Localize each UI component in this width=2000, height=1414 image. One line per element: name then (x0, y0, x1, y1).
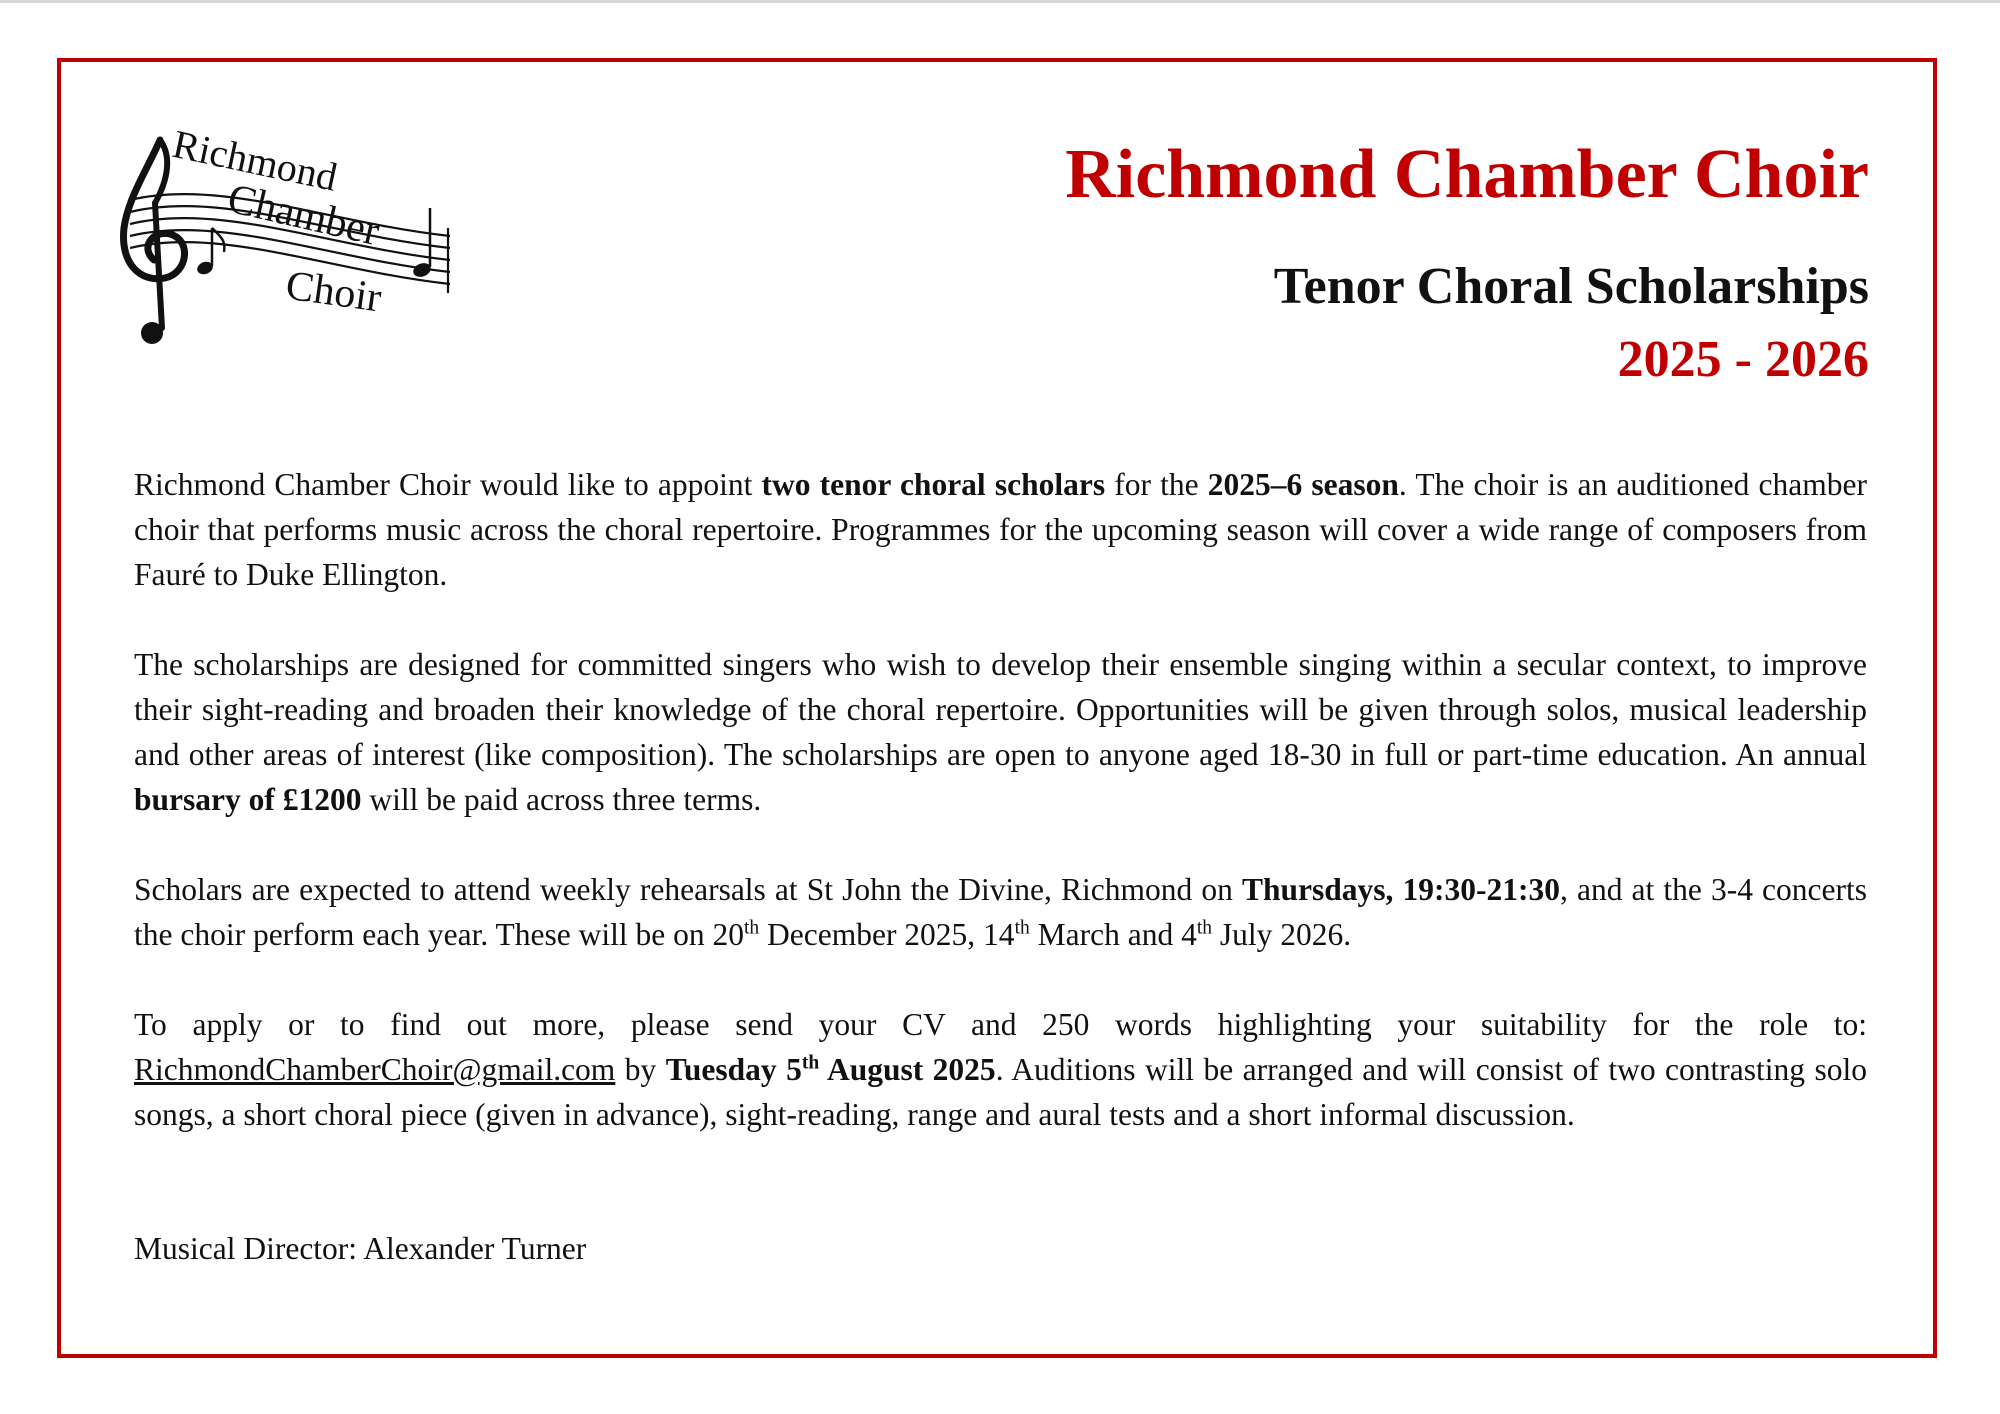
logo-text-choir: Choir (283, 262, 385, 322)
text: July 2026. (1212, 917, 1352, 952)
text: March and 4 (1029, 917, 1197, 952)
season-years: 2025 - 2026 (1617, 331, 1869, 388)
bold-text: two tenor choral scholars (761, 467, 1106, 502)
text: for the (1105, 467, 1208, 502)
text: , and at the 3-4 concerts the choir perform each year. These will be on 20 (134, 872, 1867, 952)
logo-text-chamber: Chamber (223, 175, 384, 256)
choir-name: Richmond Chamber Choir (1065, 136, 1869, 213)
text: . The choir is an auditioned chamber choir that performs music across the choral repertoire. Programmes for the upcoming season will cover a wide range of composers from Fauré to Duke Ellington. (134, 467, 1867, 592)
ordinal-suffix: th (1014, 917, 1030, 939)
text: . Auditions will be arranged and will consist of two contrasting solo songs, a short choral piece (given in advance), sight-reading, range and aural tests and a short informal discussion. (134, 1052, 1867, 1132)
deadline-month: August 2025 (819, 1052, 996, 1087)
logo-text-richmond: Richmond (168, 121, 342, 200)
text: Scholars are expected to attend weekly rehearsals at St John the Divine, Richmond on (134, 872, 1242, 907)
bold-text: bursary of £1200 (134, 782, 362, 817)
scholarship-title: Tenor Choral Scholarships (1273, 258, 1869, 315)
quaver-note-icon (195, 228, 224, 276)
choir-logo (110, 121, 470, 358)
text: To apply or to find out more, please send your CV and 250 words highlighting your suitability for the role to: (134, 1007, 1867, 1042)
deadline-day: Tuesday 5 (665, 1052, 802, 1087)
text: The scholarships are designed for committed singers who wish to develop their ensemble singing within a secular context, to improve their sight-reading and broaden their knowledge of the choral repertoire. Opportunities will be given through solos, musical leadership and other areas of interest (like composition). The scholarships are open to anyone aged 18-30 in full or part-time education. An annual (134, 647, 1867, 772)
bold-text: 2025–6 season (1207, 467, 1399, 502)
rehearsal-paragraph (134, 867, 1867, 957)
top-divider (0, 0, 2000, 3)
text: will be paid across three terms. (361, 782, 762, 817)
intro-paragraph (134, 462, 1867, 597)
bold-text (666, 1052, 996, 1087)
application-paragraph (134, 1002, 1867, 1137)
ordinal-suffix: th (801, 1052, 820, 1074)
ordinal-suffix: th (1196, 917, 1213, 939)
musical-director: Musical Director: Alexander Turner (134, 1231, 587, 1266)
text: December 2025, 14 (759, 917, 1015, 952)
ordinal-suffix: th (743, 917, 760, 939)
bold-text: Thursdays, 19:30-21:30 (1241, 872, 1560, 907)
email-link[interactable]: RichmondChamberChoir@gmail.com (134, 1052, 616, 1087)
text: by (615, 1052, 666, 1087)
text: Richmond Chamber Choir would like to appoint (134, 467, 762, 502)
scholarship-details-paragraph (134, 642, 1867, 822)
